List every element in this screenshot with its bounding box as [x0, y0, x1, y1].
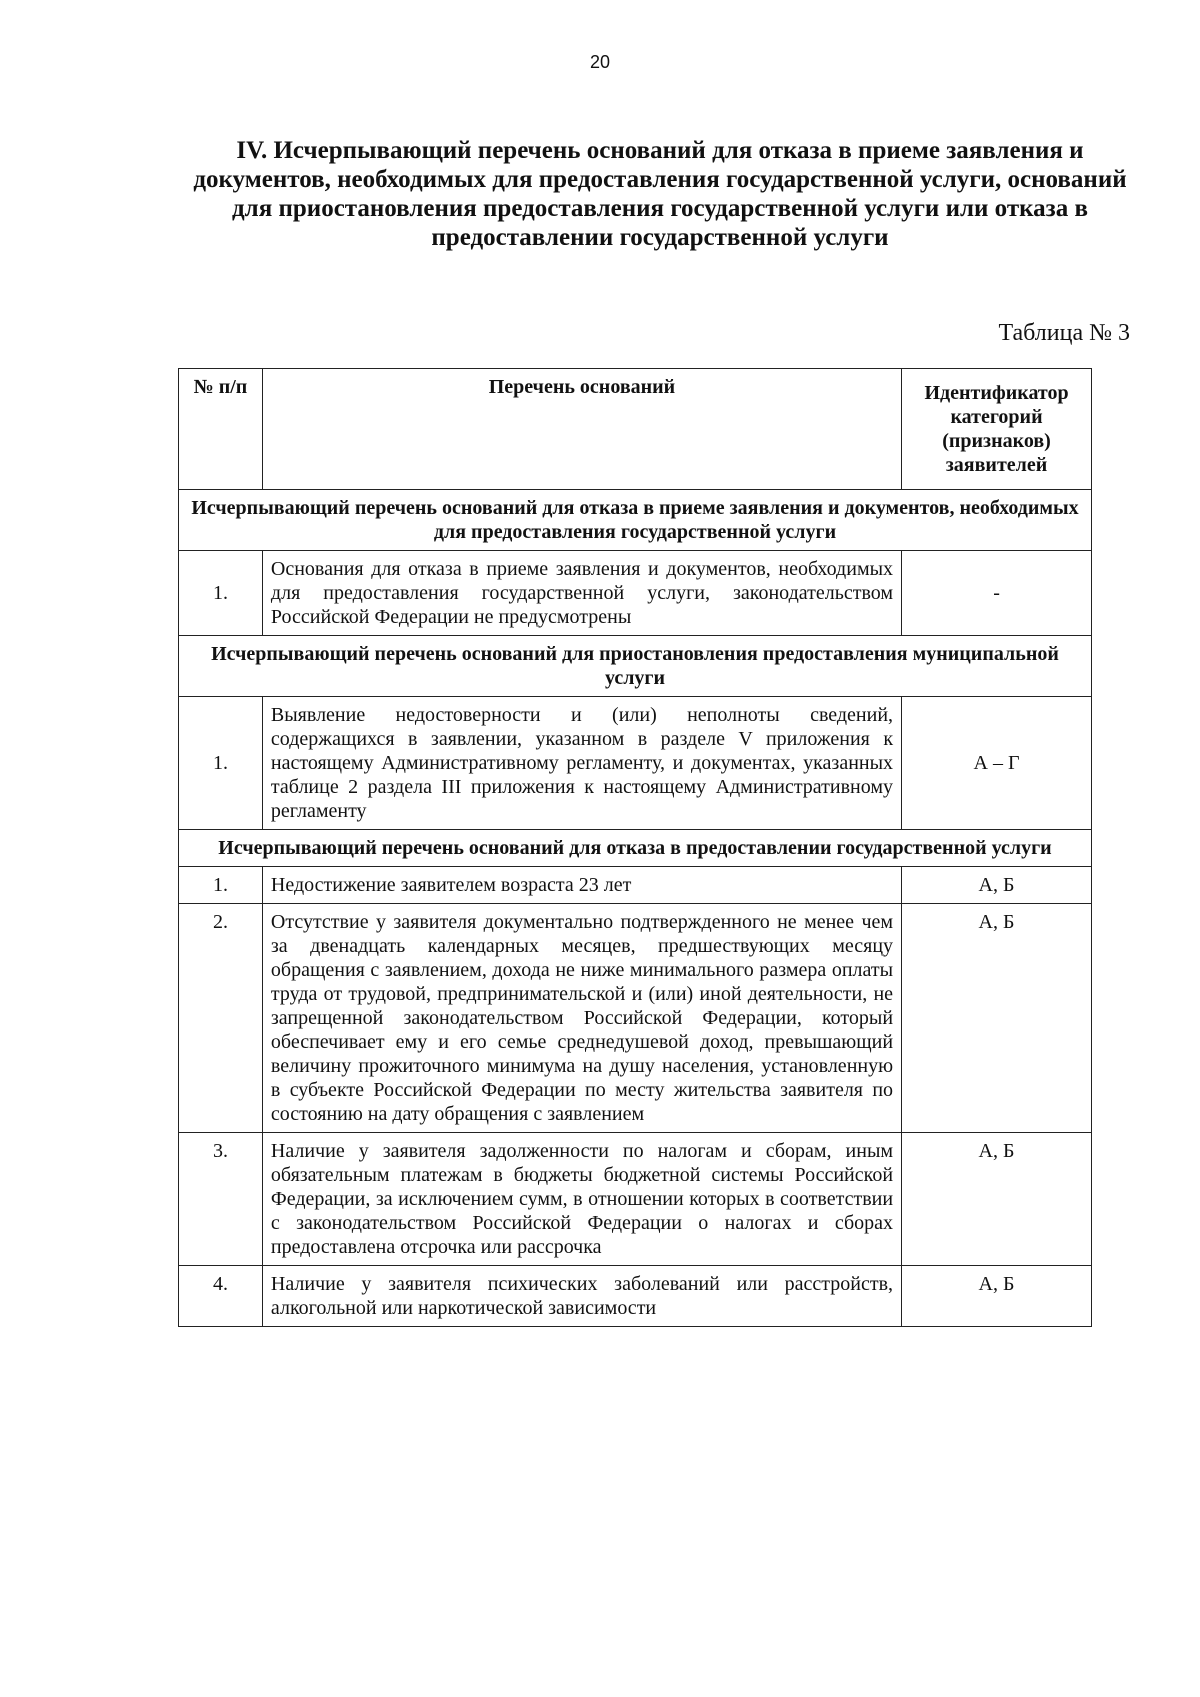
row-applicant-id: А, Б	[902, 1133, 1092, 1266]
row-applicant-id: А, Б	[902, 867, 1092, 904]
section-row	[179, 490, 1092, 551]
row-reason: Отсутствие у заявителя документально подтвержденного не менее чем за двенадцать календарных месяцев, предшествующих месяцу обращения с заявлением, дохода не ниже минимального размера оплаты труда от трудовой, предпринимательской и (или) иной деятельности, не запрещенной законодательством Российской Федерации, который обеспечивает ему и его семье среднедушевой доход, превышающий величину прожиточного минимума на душу населения, установленную в субъекте Российской Федерации по месту жительства заявителя по состоянию на дату обращения с заявлением	[262, 904, 901, 1133]
row-reason: Выявление недостоверности и (или) неполноты сведений, содержащихся в заявлении, указанном в разделе V приложения к настоящему Административному регламенту, и документах, указанных таблице 2 раздела III приложения к настоящему Административному регламенту	[262, 697, 901, 830]
row-number: 2.	[179, 904, 263, 1133]
section-title: IV. Исчерпывающий перечень оснований для отказа в приеме заявления и документов, необходимых для предоставления государственной услуги, оснований для приостановления предоставления государственной услуги или отказа в предоставлении государственной услуги	[193, 137, 1127, 251]
row-number: 1.	[179, 551, 263, 636]
row-applicant-id: А – Г	[902, 697, 1092, 830]
section-title-refusal-service: Исчерпывающий перечень оснований для отказа в предоставлении государственной услуги	[179, 830, 1092, 867]
header-num: № п/п	[179, 369, 263, 490]
row-reason: Наличие у заявителя задолженности по налогам и сборам, иным обязательным платежам в бюджеты бюджетной системы Российской Федерации, за исключением сумм, в отношении которых в соответствии с законодательством Российской Федерации о налогах и сборах предоставлена отсрочка или рассрочка	[262, 1133, 901, 1266]
table-label: Таблица № 3	[998, 320, 1130, 346]
row-number: 3.	[179, 1133, 263, 1266]
header-reasons: Перечень оснований	[262, 369, 901, 490]
row-number: 1.	[179, 867, 263, 904]
table-row	[179, 904, 1092, 1133]
grounds-table	[178, 368, 1092, 1327]
table-row	[179, 1133, 1092, 1266]
section-title-refusal-acceptance: Исчерпывающий перечень оснований для отказа в приеме заявления и документов, необходимых для предоставления государственной услуги	[179, 490, 1092, 551]
row-reason: Наличие у заявителя психических заболеваний или расстройств, алкогольной или наркотической зависимости	[262, 1266, 901, 1327]
page-number: 20	[589, 52, 611, 72]
table-row	[179, 697, 1092, 830]
section-row	[179, 830, 1092, 867]
row-applicant-id: А, Б	[902, 904, 1092, 1133]
section-row	[179, 636, 1092, 697]
row-applicant-id: -	[902, 551, 1092, 636]
table-row	[179, 867, 1092, 904]
row-reason: Основания для отказа в приеме заявления и документов, необходимых для предоставления государственной услуги, законодательством Российской Федерации не предусмотрены	[262, 551, 901, 636]
row-number: 1.	[179, 697, 263, 830]
row-reason: Недостижение заявителем возраста 23 лет	[262, 867, 901, 904]
table-header-row	[179, 369, 1092, 490]
table-row	[179, 1266, 1092, 1327]
row-number: 4.	[179, 1266, 263, 1327]
header-applicant-id: Идентификатор категорий (признаков) заявителей	[902, 369, 1092, 490]
row-applicant-id: А, Б	[902, 1266, 1092, 1327]
section-title-suspension: Исчерпывающий перечень оснований для приостановления предоставления муниципальной услуги	[179, 636, 1092, 697]
table-row	[179, 551, 1092, 636]
